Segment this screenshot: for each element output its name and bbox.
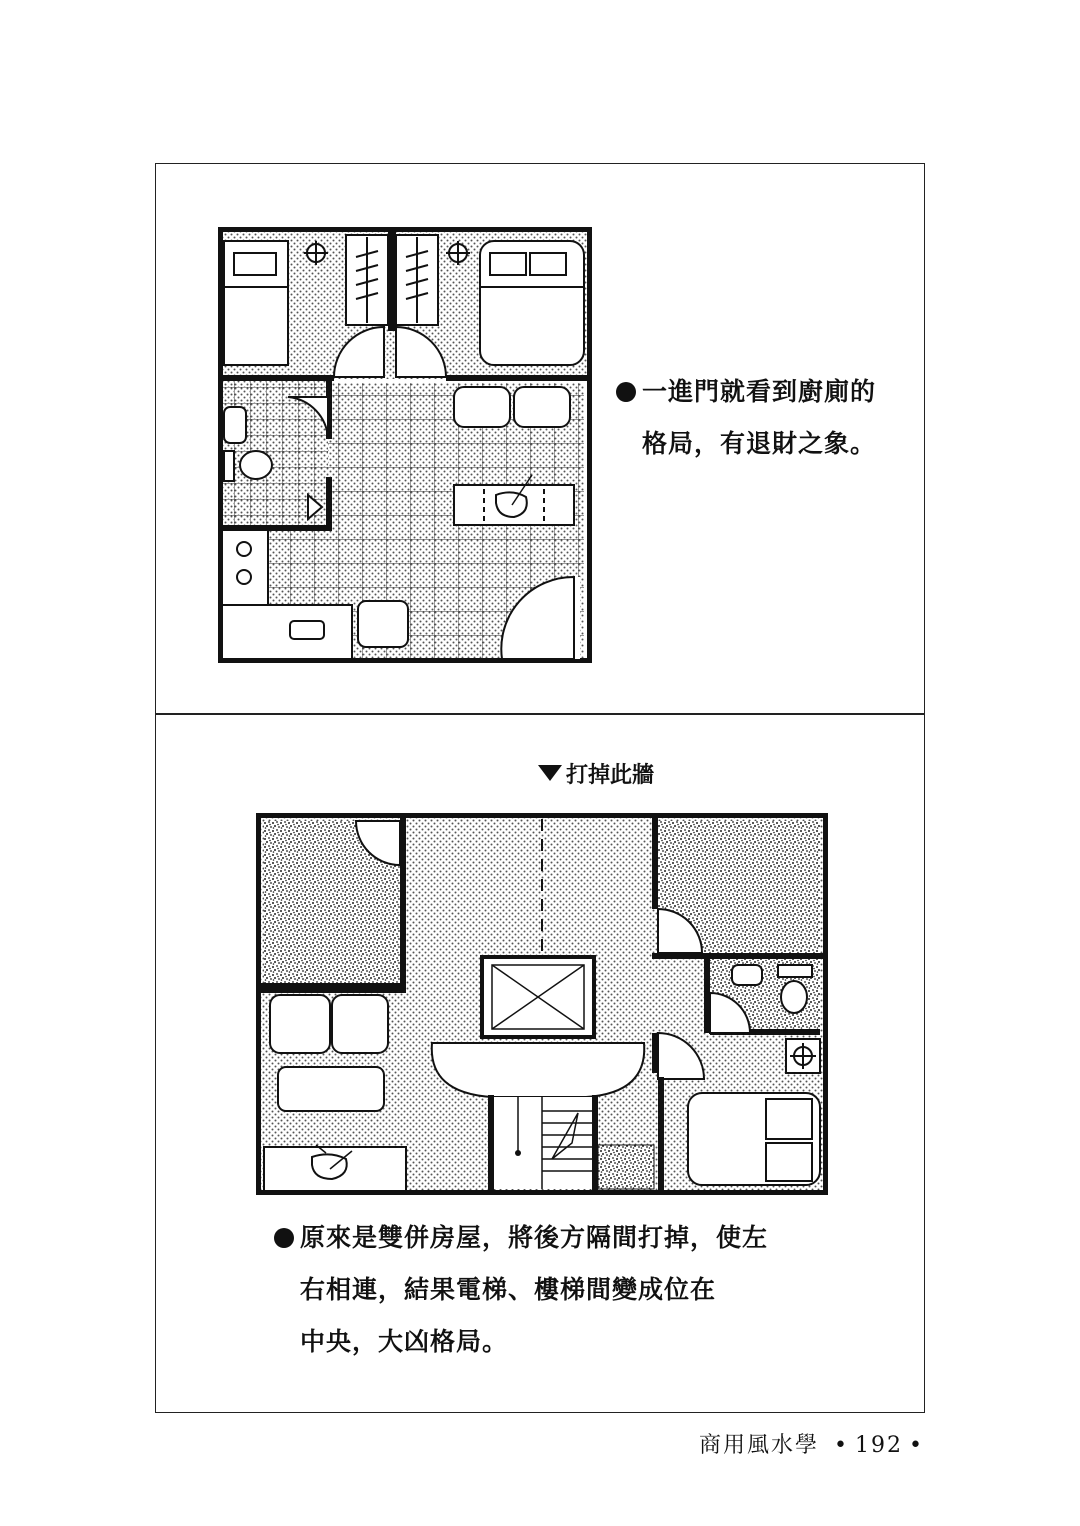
bullet-icon — [616, 382, 636, 402]
top-caption — [616, 366, 876, 470]
separator-dot: • — [834, 1433, 850, 1458]
top-caption-line-2: 格局，有退財之象。 — [642, 429, 877, 458]
wall-removal-label: 打掉此牆 — [566, 763, 655, 788]
triangle-down-icon — [538, 765, 562, 781]
bottom-caption-line-2: 右相連，結果電梯、樓梯間變成位在 — [300, 1275, 717, 1304]
page-footer — [699, 1428, 930, 1459]
separator-dot: • — [909, 1433, 924, 1458]
bullet-icon — [274, 1228, 294, 1248]
book-title: 商用風水學 — [699, 1433, 820, 1458]
floor-plan-top — [218, 227, 592, 663]
bottom-caption-line-1: 原來是雙併房屋，將後方隔間打掉，使左 — [300, 1223, 769, 1252]
top-caption-line-1: 一進門就看到廚廁的 — [642, 377, 877, 406]
bottom-caption — [274, 1212, 768, 1368]
page-number: 192 — [855, 1433, 904, 1458]
floor-plan-bottom — [256, 813, 828, 1195]
bottom-caption-line-3: 中央，大凶格局。 — [300, 1327, 509, 1356]
wall-removal-note — [538, 758, 654, 789]
